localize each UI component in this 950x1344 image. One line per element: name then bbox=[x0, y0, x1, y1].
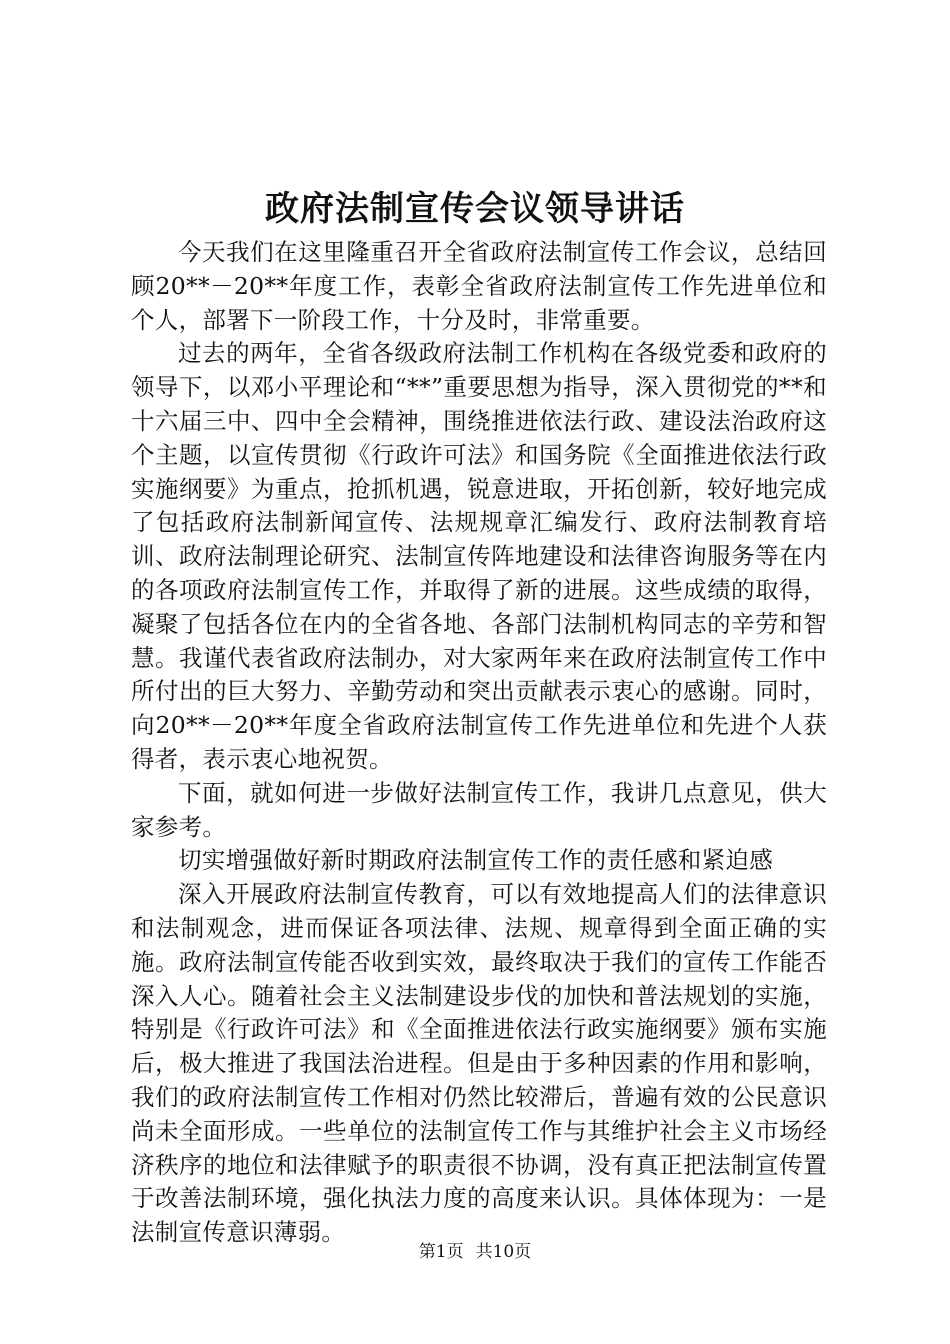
page-footer bbox=[0, 1240, 950, 1264]
document-title: 政府法制宣传会议领导讲话 bbox=[265, 189, 685, 229]
document-body bbox=[131, 236, 827, 1250]
paragraph-transition: 下面，就如何进一步做好法制宣传工作，我讲几点意见，供大家参考。 bbox=[131, 778, 827, 841]
section-heading: 切实增强做好新时期政府法制宣传工作的责任感和紧迫感 bbox=[178, 846, 773, 875]
paragraph-intro: 今天我们在这里隆重召开全省政府法制宣传工作会议，总结回顾20**－20**年度工作，表彰全省政府法制宣传工作先进单位和个人，部署下一阶段工作，十分及时，非常重要。 bbox=[131, 238, 827, 334]
page-number: 第1页 bbox=[418, 1242, 464, 1262]
paragraph-section-body: 深入开展政府法制宣传教育，可以有效地提高人们的法律意识和法制观念，进而保证各项法律、法规、规章得到全面正确的实施。政府法制宣传能否收到实效，最终取决于我们的宣传工作能否深入人心。随着社会主义法制建设步伐的加快和普法规划的实施，特别是《行政许可法》和《全面推进依法行政实施纲要》颁布实施后，极大推进了我国法治进程。但是由于多种因素的作用和影响，我们的政府法制宣传工作相对仍然比较滞后，普遍有效的公民意识尚未全面形成。一些单位的法制宣传工作与其维护社会主义市场经济秩序的地位和法律赋予的职责很不协调，没有真正把法制宣传置于改善法制环境，强化执法力度的高度来认识。具体体现为：一是法制宣传意识薄弱。 bbox=[131, 880, 827, 1247]
paragraph-review: 过去的两年，全省各级政府法制工作机构在各级党委和政府的领导下，以邓小平理论和“**”重要思想为指导，深入贯彻党的**和十六届三中、四中全会精神，围绕推进依法行政、建设法治政府这个主题，以宣传贯彻《行政许可法》和国务院《全面推进依法行政实施纲要》为重点，抢抓机遇，锐意进取，开拓创新，较好地完成了包括政府法制新闻宣传、法规规章汇编发行、政府法制教育培训、政府法制理论研究、法制宣传阵地建设和法律咨询服务等在内的各项政府法制宣传工作，并取得了新的进展。这些成绩的取得，凝聚了包括各位在内的全省各地、各部门法制机构同志的辛劳和智慧。我谨代表省政府法制办，对大家两年来在政府法制宣传工作中所付出的巨大努力、辛勤劳动和突出贡献表示衷心的感谢。同时，向20**－20**年度全省政府法制宣传工作先进单位和先进个人获得者，表示衷心地祝贺。 bbox=[131, 339, 827, 773]
page-total: 共10页 bbox=[475, 1242, 532, 1262]
